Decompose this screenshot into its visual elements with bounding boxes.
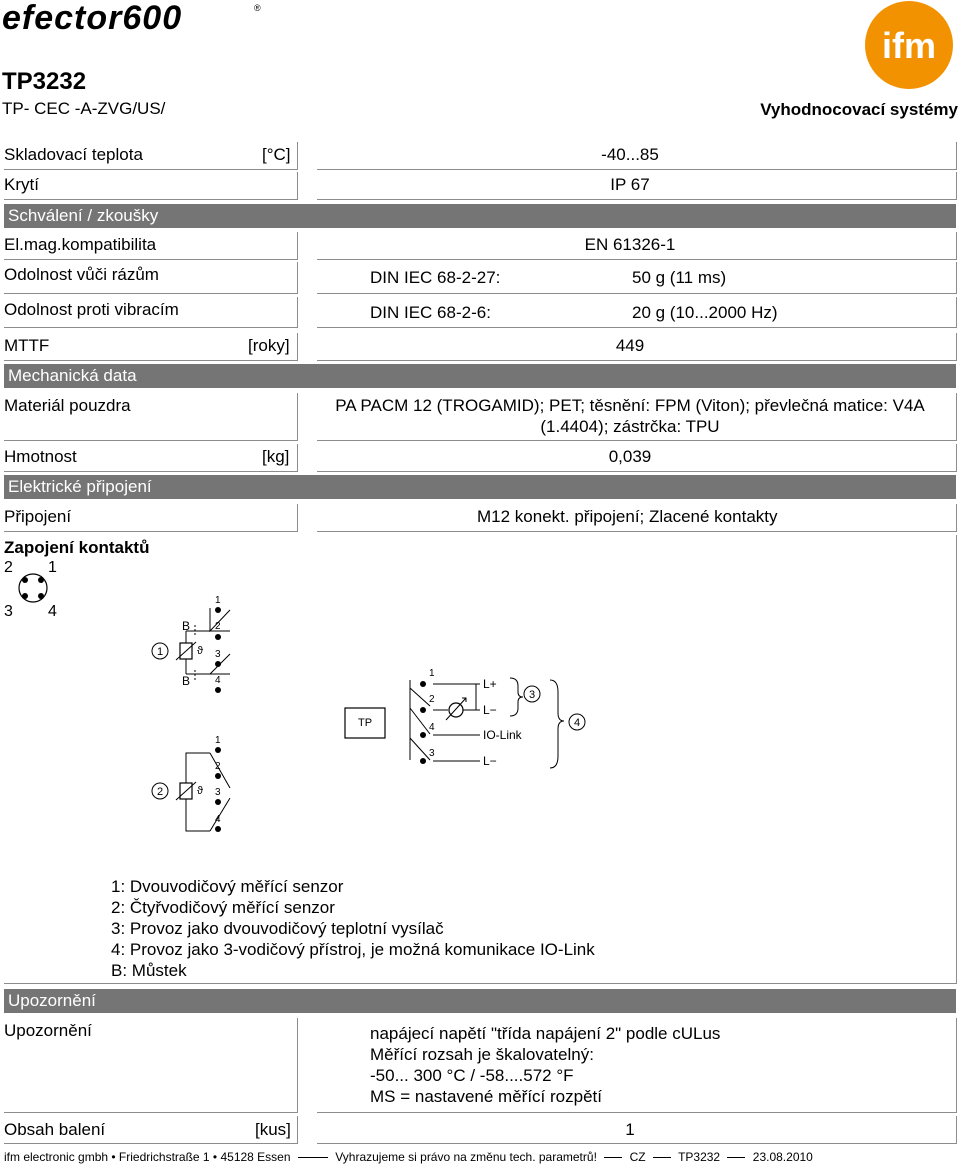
svg-text:B: B (182, 674, 191, 688)
vibration-value: 20 g (10...2000 Hz) (632, 303, 778, 322)
svg-text:4: 4 (48, 603, 57, 620)
vibration-label: Odolnost proti vibracím (4, 300, 179, 319)
mttf-unit: [roky] (248, 336, 290, 355)
footer-note: Vyhrazujeme si právo na změnu tech. parametrů! (335, 1150, 597, 1164)
svg-text:®: ® (254, 3, 261, 13)
wiring-diagram (140, 588, 600, 838)
remarks-line: MS = nastavené měřící rozpětí (370, 1087, 602, 1106)
remarks-line: -50... 300 °C / -58....572 °F (370, 1066, 574, 1085)
package-value: 1 (625, 1120, 635, 1139)
svg-text:1: 1 (156, 646, 164, 658)
footer-date: 23.08.2010 (752, 1150, 813, 1164)
svg-text:2: 2 (429, 694, 435, 705)
svg-text:3: 3 (528, 689, 536, 701)
svg-text:2: 2 (215, 621, 221, 632)
svg-text:L−: L− (483, 754, 497, 768)
svg-text:TP: TP (357, 717, 373, 729)
svg-text:4: 4 (215, 814, 221, 825)
svg-text:1: 1 (48, 559, 57, 576)
section-mechanical: Mechanická data (4, 364, 956, 388)
product-variant: TP- CEC -A-ZVG/US/ (2, 99, 166, 118)
footer-lang: CZ (629, 1150, 646, 1164)
section-electrical: Elektrické připojení (4, 475, 956, 499)
housing-value-line2: (1.4404); zástrčka: TPU (540, 417, 720, 436)
footer (4, 1150, 813, 1165)
efector600-logo (0, 0, 270, 36)
svg-text:ϑ: ϑ (197, 785, 204, 797)
svg-text:4: 4 (429, 722, 435, 733)
weight-value: 0,039 (608, 447, 652, 466)
legend-item: 3: Provoz jako dvouvodičový teplotní vysílač (111, 919, 444, 938)
wiring-title: Zapojení kontaktů (4, 538, 150, 557)
housing-label: Materiál pouzdra (4, 396, 131, 415)
emc-value: EN 61326-1 (584, 235, 676, 254)
svg-text:3: 3 (215, 649, 221, 660)
product-code: TP3232 (2, 68, 87, 95)
shock-label: Odolnost vůči rázům (4, 265, 159, 284)
svg-text:1: 1 (215, 595, 221, 606)
svg-text:1: 1 (429, 668, 435, 679)
emc-label: El.mag.kompatibilita (4, 235, 157, 254)
storage-temp-value: -40...85 (601, 145, 659, 164)
storage-temp-label: Skladovací teplota (4, 145, 143, 164)
section-remarks: Upozornění (4, 989, 956, 1013)
svg-text:efector600: efector600 (2, 0, 183, 36)
remarks-line: Měřící rozsah je škalovatelný: (370, 1045, 594, 1064)
svg-text:3: 3 (429, 748, 435, 759)
mttf-value: 449 (615, 336, 645, 355)
svg-text:B: B (182, 619, 191, 633)
connection-value: M12 konekt. připojení; Zlacené kontakty (477, 507, 778, 526)
housing-value-line1: PA PACM 12 (TROGAMID); PET; těsnění: FPM (Viton); převlečná matice: V4A (335, 396, 925, 415)
vibration-standard: DIN IEC 68-2-6: (370, 303, 491, 322)
svg-text:4: 4 (215, 675, 221, 686)
svg-text:2: 2 (215, 761, 221, 772)
svg-text:ϑ: ϑ (197, 645, 204, 657)
weight-label: Hmotnost (4, 447, 77, 466)
svg-text:4: 4 (573, 717, 581, 729)
remarks-line: napájecí napětí "třída napájení 2" podle cULus (370, 1024, 721, 1043)
shock-standard: DIN IEC 68-2-27: (370, 268, 501, 287)
remarks-label: Upozornění (4, 1021, 92, 1040)
product-category: Vyhodnocovací systémy (760, 100, 958, 119)
footer-code: TP3232 (678, 1150, 721, 1164)
shock-value: 50 g (11 ms) (632, 268, 727, 287)
svg-text:3: 3 (215, 787, 221, 798)
connection-label: Připojení (4, 507, 72, 526)
svg-text:2: 2 (156, 786, 164, 798)
footer-company: ifm electronic gmbh • Friedrichstraße 1 • 45128 Essen (4, 1150, 291, 1164)
package-unit: [kus] (255, 1120, 291, 1139)
svg-text:ifm: ifm (882, 25, 936, 66)
weight-unit: [kg] (262, 447, 290, 466)
svg-text:2: 2 (4, 559, 13, 576)
svg-text:IO-Link: IO-Link (483, 728, 522, 742)
package-label: Obsah balení (4, 1120, 106, 1139)
legend-item: B: Můstek (111, 961, 187, 980)
svg-text:L+: L+ (483, 677, 497, 691)
legend-item: 1: Dvouvodičový měřící senzor (111, 877, 344, 896)
section-approvals: Schválení / zkoušky (4, 204, 956, 228)
svg-text:L−: L− (483, 703, 497, 717)
ifm-logo (862, 0, 956, 92)
legend-item: 2: Čtyřvodičový měřící senzor (111, 898, 335, 917)
storage-temp-unit: [°C] (262, 145, 291, 164)
svg-text:1: 1 (215, 735, 221, 746)
svg-text:3: 3 (4, 603, 13, 620)
protection-label: Krytí (4, 175, 39, 194)
mttf-label: MTTF (4, 336, 50, 355)
m12-pinout-diagram (0, 556, 70, 622)
legend-item: 4: Provoz jako 3-vodičový přístroj, je možná komunikace IO-Link (111, 940, 595, 959)
protection-value: IP 67 (610, 175, 650, 194)
